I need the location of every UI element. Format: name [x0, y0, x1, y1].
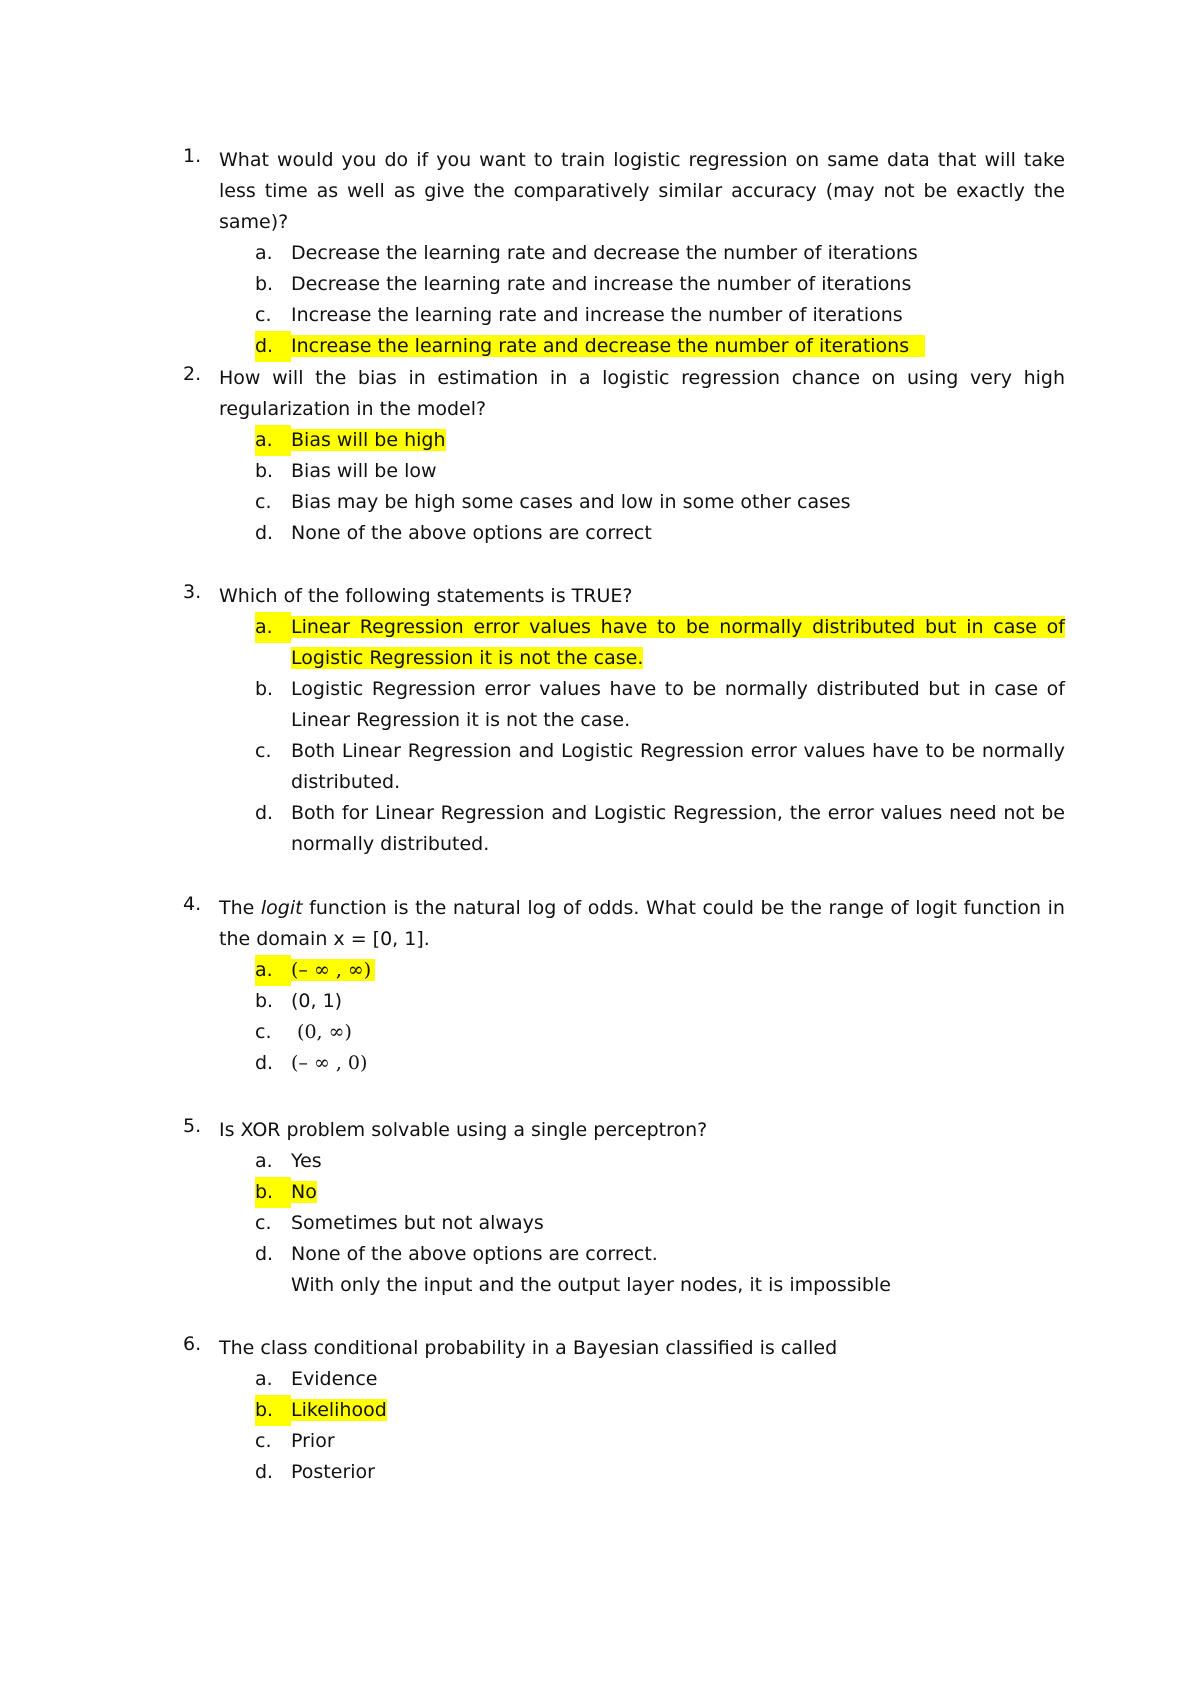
- question-number: 5.: [183, 1115, 202, 1137]
- question-number: 2.: [183, 363, 202, 385]
- option-c: [255, 1426, 1065, 1457]
- option-text: Bias will be low: [291, 460, 437, 482]
- option-text: Logistic Regression error values have to be normally distributed but in case of Linear Regression it is not the case.: [291, 678, 1065, 731]
- options-list: [255, 955, 1065, 1079]
- question-2: [183, 363, 1065, 549]
- option-label: c.: [255, 491, 272, 513]
- option-b: [255, 986, 1065, 1017]
- option-label: a.: [255, 612, 291, 643]
- option-a-answer-highlighted: [255, 955, 1065, 986]
- option-text: Yes: [291, 1150, 322, 1172]
- option-d: [255, 1239, 1065, 1270]
- option-text: (– ∞ , 0): [291, 1052, 368, 1074]
- question-text: Is XOR problem solvable using a single perceptron?: [219, 1119, 708, 1141]
- option-text: Likelihood: [291, 1399, 387, 1421]
- option-b: [255, 456, 1065, 487]
- option-label: c.: [255, 740, 272, 762]
- option-text: Decrease the learning rate and increase the number of iterations: [291, 273, 912, 295]
- question-text: The class conditional probability in a Bayesian classified is called: [219, 1337, 838, 1359]
- logit-term: logit: [260, 897, 303, 919]
- options-list: [255, 1146, 1065, 1301]
- option-text: Decrease the learning rate and decrease the number of iterations: [291, 242, 918, 264]
- option-text: Bias may be high some cases and low in some other cases: [291, 491, 851, 513]
- option-label: a.: [255, 1368, 273, 1390]
- option-b: [255, 269, 1065, 300]
- option-label: a.: [255, 242, 273, 264]
- question-6: [183, 1333, 1065, 1488]
- option-text: Prior: [291, 1430, 335, 1452]
- option-label: b.: [255, 1177, 291, 1208]
- question-number: 4.: [183, 893, 202, 915]
- question-4: [183, 893, 1065, 1079]
- question-number: 1.: [183, 145, 202, 167]
- option-label: c.: [255, 1021, 272, 1043]
- question-text: Which of the following statements is TRUE?: [219, 585, 633, 607]
- option-text: No: [291, 1181, 317, 1203]
- question-1: [183, 145, 1065, 362]
- option-text: Both for Linear Regression and Logistic Regression, the error values need not be normally distributed.: [291, 802, 1065, 855]
- option-label: b.: [255, 273, 274, 295]
- options-list: [255, 1364, 1065, 1488]
- option-a: [255, 1146, 1065, 1177]
- question-number: 3.: [183, 581, 202, 603]
- option-text: Bias will be high: [291, 429, 446, 451]
- question-5: [183, 1115, 1065, 1301]
- option-text: (– ∞ , ∞): [291, 959, 375, 981]
- option-b-answer-highlighted: [255, 1177, 1065, 1208]
- option-label: b.: [255, 460, 274, 482]
- option-text: Sometimes but not always: [291, 1212, 544, 1234]
- option-text: Increase the learning rate and decrease the number of iterations: [291, 335, 925, 357]
- option-b: [255, 674, 1065, 736]
- options-list: [255, 238, 1065, 362]
- options-list: [255, 612, 1065, 860]
- question-text-end: function is the natural log of odds. What could be the range of logit function in the domain x = [0, 1].: [219, 897, 1065, 950]
- option-b-answer-highlighted: [255, 1395, 1065, 1426]
- option-label: c.: [255, 1212, 272, 1234]
- option-d-answer-highlighted: [255, 331, 1065, 362]
- option-c: [255, 487, 1065, 518]
- option-label: d.: [255, 522, 274, 544]
- question-3: [183, 581, 1065, 860]
- option-label: c.: [255, 304, 272, 326]
- question-number: 6.: [183, 1333, 202, 1355]
- option-a: [255, 1364, 1065, 1395]
- option-text: Posterior: [291, 1461, 375, 1483]
- option-c: [255, 300, 1065, 331]
- option-text: None of the above options are correct: [291, 522, 652, 544]
- option-label: d.: [255, 1052, 274, 1074]
- option-a-answer-highlighted: [255, 612, 1065, 674]
- option-label: b.: [255, 678, 274, 700]
- option-d: [255, 798, 1065, 860]
- option-label: a.: [255, 955, 291, 986]
- option-a-answer-highlighted: [255, 425, 1065, 456]
- option-d: [255, 1048, 1065, 1079]
- explanation-note: With only the input and the output layer nodes, it is impossible: [291, 1274, 891, 1296]
- question-text-start: The: [219, 897, 261, 919]
- option-label: d.: [255, 1243, 274, 1265]
- option-text: None of the above options are correct.: [291, 1243, 658, 1265]
- question-text: [219, 893, 1065, 955]
- option-label: c.: [255, 1430, 272, 1452]
- option-text: Increase the learning rate and increase the number of iterations: [291, 304, 903, 326]
- question-text: How will the bias in estimation in a logistic regression chance on using very high regularization in the model?: [219, 367, 1065, 420]
- option-label: b.: [255, 990, 274, 1012]
- option-text: (0, 1): [291, 990, 343, 1012]
- option-a: [255, 238, 1065, 269]
- question-text: What would you do if you want to train logistic regression on same data that will take less time as well as give the comparatively similar accuracy (may not be exactly the same)?: [219, 149, 1065, 233]
- option-d: [255, 518, 1065, 549]
- option-c: [255, 736, 1065, 798]
- options-list: [255, 425, 1065, 549]
- option-label: d.: [255, 802, 274, 824]
- option-text: Evidence: [291, 1368, 378, 1390]
- option-label: b.: [255, 1395, 291, 1426]
- option-text: (0, ∞): [291, 1021, 352, 1043]
- option-label: d.: [255, 1461, 274, 1483]
- option-label: a.: [255, 425, 291, 456]
- option-c: [255, 1208, 1065, 1239]
- option-c: [255, 1017, 1065, 1048]
- option-text: Linear Regression error values have to be normally distributed but in case of Logistic Regression it is not the case.: [291, 616, 1065, 669]
- option-text: Both Linear Regression and Logistic Regression error values have to be normally distributed.: [291, 740, 1065, 793]
- option-label: d.: [255, 331, 291, 362]
- option-d: [255, 1457, 1065, 1488]
- option-label: a.: [255, 1150, 273, 1172]
